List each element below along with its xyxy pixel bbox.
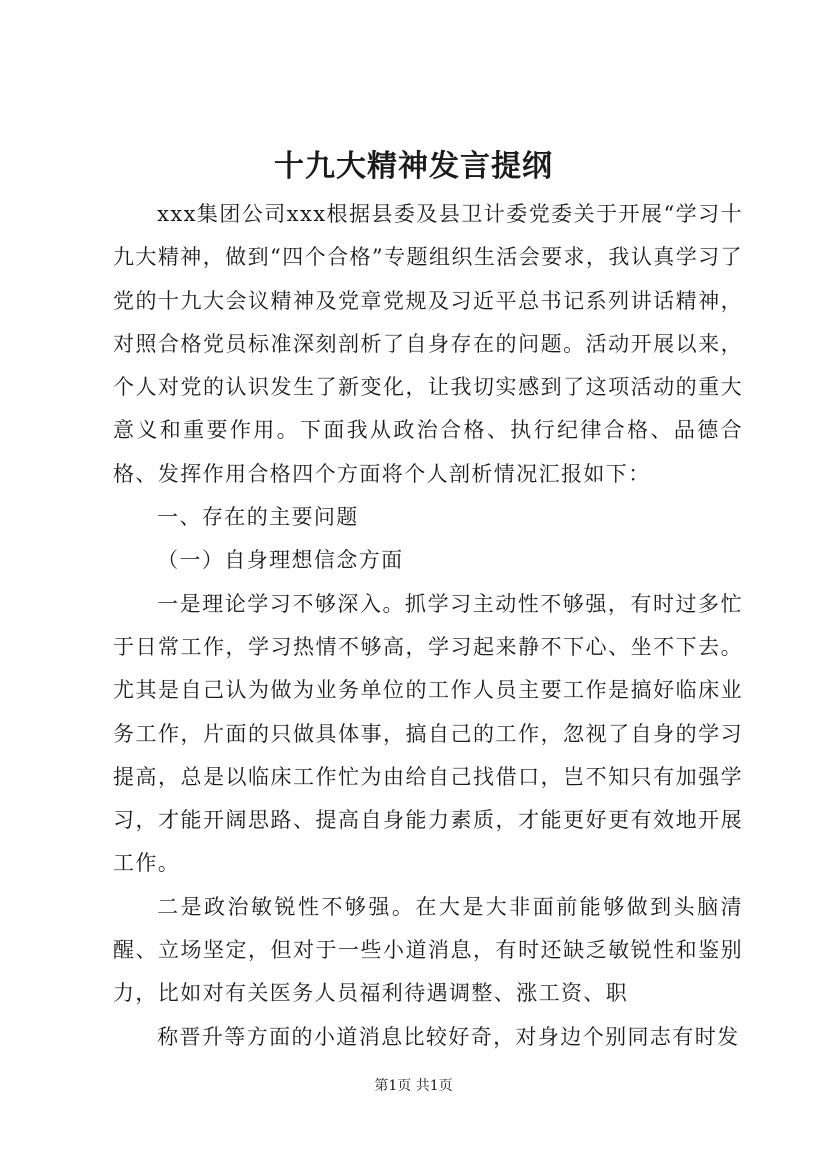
- paragraph-continuation: 称晋升等方面的小道消息比较好奇，对身边个别同志有时发: [157, 1024, 740, 1049]
- subsection-heading: （一）自身理想信念方面: [157, 548, 404, 573]
- document-title: 十九大精神发言提纲: [274, 149, 553, 184]
- paragraph-point-one: 一是理论学习不够深入。抓学习主动性不够强，有时过多忙于日常工作，学习热情不够高，学习起来静不下心、坐不下去。尤其是自己认为做为业务单位的工作人员主要工作是搞好临床业务工作，片面的只做具体事，搞自己的工作，忽视了自身的学习提高，总是以临床工作忙为由给自己找借口，岂不知只有加强学习，才能开阔思路、提高自身能力素质，才能更好更有效地开展工作。: [113, 591, 743, 876]
- section-heading: 一、存在的主要问题: [157, 505, 359, 530]
- paragraph-intro: xxx集团公司xxx根据县委及县卫计委党委关于开展“学习十九大精神，做到“四个合格”专题组织生活会要求，我认真学习了党的十九大会议精神及党章党规及习近平总书记系列讲话精神，对照合格党员标准深刻剖析了自身存在的问题。活动开展以来，个人对党的认识发生了新变化，让我切实感到了这项活动的重大意义和重要作用。下面我从政治合格、执行纪律合格、品德合格、发挥作用合格四个方面将个人剖析情况汇报如下：: [113, 202, 743, 486]
- page-footer: 第1页 共1页: [374, 1078, 453, 1094]
- document-body: [113, 193, 743, 1059]
- paragraph-point-two: 二是政治敏锐性不够强。在大是大非面前能够做到头脑清醒、立场坚定，但对于一些小道消息，有时还缺乏敏锐性和鉴别力，比如对有关医务人员福利待遇调整、涨工资、职: [113, 894, 743, 1006]
